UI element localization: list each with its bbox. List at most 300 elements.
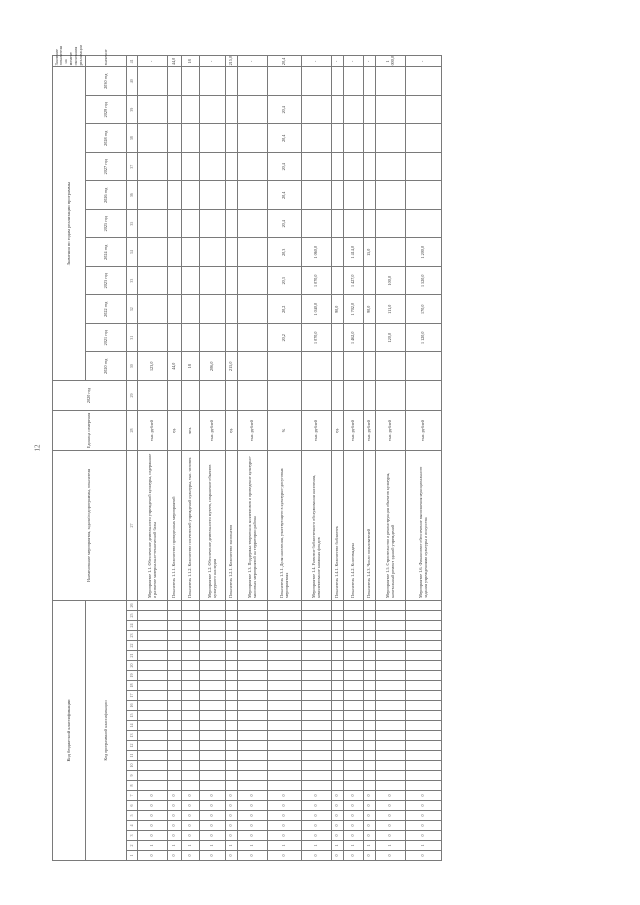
code-cell <box>182 771 200 781</box>
column-number: 13 <box>127 731 138 741</box>
column-number: 14 <box>127 721 138 731</box>
code-cell <box>268 781 302 791</box>
year-value-cell: 123,0 <box>138 352 168 381</box>
code-cell <box>200 671 226 681</box>
code-cell: 1 <box>302 841 332 851</box>
year-header: 2022 год <box>86 295 127 324</box>
code-cell: 0 <box>364 791 376 801</box>
indicator-name-cell: Показатель 1.1.2. Количество посетителей учреждений культуры, тыс. человек <box>182 451 200 601</box>
code-cell: 0 <box>344 791 364 801</box>
year-value-cell <box>168 124 182 153</box>
code-cell <box>268 761 302 771</box>
code-cell <box>268 731 302 741</box>
table-row <box>406 56 442 861</box>
code-cell <box>200 781 226 791</box>
year-value-cell <box>302 124 332 153</box>
code-cell: 0 <box>138 821 168 831</box>
table-row <box>238 56 268 861</box>
code-cell <box>344 701 364 711</box>
code-cell <box>344 671 364 681</box>
column-number: 33 <box>127 267 138 296</box>
year-value-cell <box>226 210 238 239</box>
year-value-cell <box>182 238 200 267</box>
code-cell <box>168 761 182 771</box>
code-cell <box>332 741 344 751</box>
code-cell <box>376 621 406 631</box>
indicator-name-cell: Мероприятие 1.2. Обеспечение деятельности музеев, сохранение объектов культурного наследия <box>200 451 226 601</box>
year-value-cell <box>200 181 226 210</box>
code-cell <box>138 781 168 791</box>
year-value-cell: 20,3 <box>268 267 302 296</box>
code-cell <box>364 621 376 631</box>
code-cell <box>344 651 364 661</box>
year-value-cell: 100,0 <box>376 267 406 296</box>
code-cell: 0 <box>406 811 442 821</box>
base-value-cell <box>302 381 332 411</box>
code-cell <box>376 641 406 651</box>
code-cell <box>302 771 332 781</box>
code-cell <box>168 741 182 751</box>
column-number: 40 <box>127 67 138 96</box>
code-cell <box>200 711 226 721</box>
code-cell <box>332 661 344 671</box>
year-value-cell <box>332 181 344 210</box>
code-cell <box>238 721 268 731</box>
year-value-cell <box>226 124 238 153</box>
code-cell <box>268 681 302 691</box>
code-cell <box>226 601 238 611</box>
year-value-cell <box>344 124 364 153</box>
code-cell: 0 <box>200 831 226 841</box>
unit-cell: тыс. рублей <box>200 411 226 451</box>
year-value-cell <box>182 153 200 182</box>
code-cell <box>302 611 332 621</box>
code-cell <box>226 681 238 691</box>
year-value-cell <box>200 210 226 239</box>
code-cell <box>376 631 406 641</box>
column-number: 28 <box>127 411 138 451</box>
table-row <box>268 56 302 861</box>
code-cell <box>200 661 226 671</box>
code-cell <box>376 751 406 761</box>
code-cell <box>238 621 268 631</box>
final-value-cell: - <box>332 56 344 67</box>
year-value-cell <box>268 352 302 381</box>
column-number: 18 <box>127 681 138 691</box>
code-cell <box>138 721 168 731</box>
code-cell <box>200 701 226 711</box>
base-value-cell <box>182 381 200 411</box>
code-cell <box>238 661 268 671</box>
year-value-cell <box>182 267 200 296</box>
code-cell <box>268 611 302 621</box>
code-cell <box>376 781 406 791</box>
code-cell: 0 <box>182 821 200 831</box>
code-cell <box>138 641 168 651</box>
year-value-cell <box>238 238 268 267</box>
code-cell: 0 <box>200 791 226 801</box>
final-value-cell: - <box>344 56 364 67</box>
table-row <box>302 56 332 861</box>
code-cell <box>182 611 200 621</box>
code-cell <box>332 751 344 761</box>
code-cell <box>168 621 182 631</box>
year-value-cell: 20,4 <box>268 153 302 182</box>
code-cell <box>168 711 182 721</box>
code-cell <box>168 731 182 741</box>
base-value-cell <box>268 381 302 411</box>
code-cell <box>364 661 376 671</box>
table-row <box>332 56 344 861</box>
code-cell: 0 <box>406 831 442 841</box>
year-value-cell <box>376 238 406 267</box>
code-cell <box>302 661 332 671</box>
code-cell <box>344 601 364 611</box>
code-cell <box>182 651 200 661</box>
code-cell <box>364 761 376 771</box>
year-value-cell: 20,3 <box>268 238 302 267</box>
code-cell <box>182 621 200 631</box>
column-number: 24 <box>127 621 138 631</box>
code-cell <box>226 761 238 771</box>
year-header: 2020 год <box>86 352 127 381</box>
code-cell <box>376 601 406 611</box>
code-cell <box>302 641 332 651</box>
year-value-cell <box>200 67 226 96</box>
code-cell <box>238 761 268 771</box>
final-value-header: значение <box>86 56 127 67</box>
code-cell <box>376 701 406 711</box>
column-number: 21 <box>127 651 138 661</box>
column-number: 36 <box>127 181 138 210</box>
code-cell: 0 <box>138 851 168 861</box>
code-cell <box>344 661 364 671</box>
code-cell <box>406 761 442 771</box>
year-value-cell <box>406 210 442 239</box>
year-value-cell <box>238 210 268 239</box>
year-value-cell: 20,4 <box>268 210 302 239</box>
code-cell <box>182 711 200 721</box>
code-cell <box>168 651 182 661</box>
code-cell <box>344 681 364 691</box>
code-cell <box>268 661 302 671</box>
code-cell <box>406 661 442 671</box>
year-value-cell <box>238 181 268 210</box>
year-value-cell <box>200 295 226 324</box>
column-number: 19 <box>127 671 138 681</box>
column-number: 5 <box>127 811 138 821</box>
code-cell <box>406 601 442 611</box>
code-cell: 0 <box>238 851 268 861</box>
code-cell <box>268 701 302 711</box>
code-cell <box>168 691 182 701</box>
code-cell <box>332 641 344 651</box>
code-cell <box>138 741 168 751</box>
code-cell: 0 <box>200 811 226 821</box>
year-value-cell <box>344 67 364 96</box>
code-cell <box>168 771 182 781</box>
code-cell <box>344 741 364 751</box>
code-cell <box>406 731 442 741</box>
code-cell <box>182 731 200 741</box>
code-cell <box>182 701 200 711</box>
code-cell <box>364 631 376 641</box>
code-cell <box>138 611 168 621</box>
code-cell: 0 <box>406 851 442 861</box>
unit-cell: тыс. рублей <box>238 411 268 451</box>
code-cell <box>268 631 302 641</box>
indicator-name-cell: Мероприятие 1.3. Поддержка творческих коллективов и проведение культурно-массовых мероприятий на территории района <box>238 451 268 601</box>
code-cell: 0 <box>332 801 344 811</box>
code-cell <box>238 751 268 761</box>
final-group-header: Значение показателя на момент окончания реализации <box>53 56 86 67</box>
year-value-cell <box>302 181 332 210</box>
table-row <box>168 56 182 861</box>
year-value-cell <box>238 96 268 125</box>
code-cell <box>182 741 200 751</box>
column-number: 29 <box>127 381 138 411</box>
code-cell <box>268 751 302 761</box>
code-cell <box>406 681 442 691</box>
code-cell <box>168 671 182 681</box>
code-cell <box>376 761 406 771</box>
code-cell <box>168 611 182 621</box>
code-cell: 0 <box>302 801 332 811</box>
code-cell <box>302 651 332 661</box>
code-cell: 0 <box>302 831 332 841</box>
year-value-cell: 1 060,0 <box>302 238 332 267</box>
code-cell <box>226 701 238 711</box>
code-cell <box>406 651 442 661</box>
year-value-cell: 1 200,0 <box>406 238 442 267</box>
code-cell <box>168 641 182 651</box>
code-cell <box>138 651 168 661</box>
code-cell <box>364 601 376 611</box>
code-cell <box>226 641 238 651</box>
code-cell <box>168 721 182 731</box>
code-cell: 0 <box>376 821 406 831</box>
code-cell <box>226 621 238 631</box>
code-cell <box>332 621 344 631</box>
code-cell: 1 <box>200 841 226 851</box>
code-cell: 0 <box>238 791 268 801</box>
column-number: 31 <box>127 324 138 353</box>
year-header: 2029 год <box>86 96 127 125</box>
year-value-cell <box>364 96 376 125</box>
code-cell <box>364 771 376 781</box>
final-value-cell: - <box>302 56 332 67</box>
unit-cell: тыс. рублей <box>406 411 442 451</box>
code-cell: 0 <box>226 821 238 831</box>
base-value-cell <box>406 381 442 411</box>
year-value-cell <box>238 324 268 353</box>
code-cell <box>182 671 200 681</box>
code-cell: 0 <box>138 791 168 801</box>
year-value-cell <box>344 210 364 239</box>
code-cell <box>376 691 406 701</box>
column-number: 37 <box>127 153 138 182</box>
unit-cell: ед. <box>168 411 182 451</box>
year-value-cell <box>226 267 238 296</box>
year-value-cell: 1 702,0 <box>344 295 364 324</box>
code-cell <box>344 631 364 641</box>
code-cell: 0 <box>406 801 442 811</box>
year-value-cell <box>182 210 200 239</box>
code-cell: 0 <box>200 851 226 861</box>
code-cell <box>226 731 238 741</box>
code-cell <box>332 651 344 661</box>
year-value-cell <box>376 96 406 125</box>
code-cell: 0 <box>268 811 302 821</box>
code-cell <box>364 701 376 711</box>
year-value-cell: 1 462,0 <box>344 324 364 353</box>
code-cell <box>182 781 200 791</box>
base-value-cell <box>332 381 344 411</box>
code-cell: 0 <box>168 851 182 861</box>
unit-cell: тыс. рублей <box>364 411 376 451</box>
code-cell <box>238 691 268 701</box>
code-cell: 0 <box>138 811 168 821</box>
code-cell <box>138 661 168 671</box>
code-cell <box>344 781 364 791</box>
code-cell <box>332 711 344 721</box>
final-value-cell: - <box>364 56 376 67</box>
code-cell: 0 <box>406 821 442 831</box>
code-cell <box>302 631 332 641</box>
year-value-cell <box>302 352 332 381</box>
year-value-cell <box>332 238 344 267</box>
year-value-cell <box>168 67 182 96</box>
column-number: 11 <box>127 751 138 761</box>
code-cell <box>302 681 332 691</box>
year-header: 2024 год <box>86 238 127 267</box>
code-cell <box>332 781 344 791</box>
code-cell: 0 <box>364 801 376 811</box>
year-value-cell <box>138 238 168 267</box>
final-value-cell: - <box>200 56 226 67</box>
code-cell: 1 <box>138 841 168 851</box>
year-value-cell <box>168 181 182 210</box>
code-cell: 1 <box>238 841 268 851</box>
code-cell: 0 <box>238 801 268 811</box>
year-value-cell <box>406 96 442 125</box>
column-number: 20 <box>127 661 138 671</box>
base-value-cell <box>138 381 168 411</box>
indicator-name-cell: Мероприятие 1.4. Развитие библиотечного обслуживания населения, комплектование книжных фондов <box>302 451 332 601</box>
code-cell: 0 <box>302 851 332 861</box>
table-row <box>376 56 406 861</box>
code-cell <box>268 741 302 751</box>
code-cell <box>200 641 226 651</box>
code-cell <box>302 751 332 761</box>
year-value-cell <box>364 210 376 239</box>
year-value-cell <box>226 96 238 125</box>
year-value-cell <box>226 295 238 324</box>
code-cell <box>302 601 332 611</box>
code-cell <box>376 671 406 681</box>
code-cell <box>200 761 226 771</box>
code-cell <box>364 751 376 761</box>
code-cell: 0 <box>344 831 364 841</box>
code-cell <box>376 741 406 751</box>
code-cell <box>238 711 268 721</box>
code-cell <box>344 761 364 771</box>
column-number: 6 <box>127 801 138 811</box>
year-value-cell <box>364 67 376 96</box>
year-value-cell <box>168 96 182 125</box>
year-value-cell <box>268 67 302 96</box>
code-cell <box>200 681 226 691</box>
code-cell <box>406 671 442 681</box>
code-cell <box>182 661 200 671</box>
year-value-cell: 20,2 <box>268 324 302 353</box>
table-sheet <box>52 44 592 861</box>
code-cell <box>226 651 238 661</box>
column-number: 4 <box>127 821 138 831</box>
classification-group-header: Код бюджетной классификации <box>53 601 86 861</box>
code-cell <box>226 691 238 701</box>
code-cell: 1 <box>168 841 182 851</box>
year-value-cell <box>376 153 406 182</box>
code-cell <box>332 731 344 741</box>
code-cell <box>364 681 376 691</box>
year-value-cell <box>302 67 332 96</box>
unit-cell: тыс. рублей <box>376 411 406 451</box>
code-cell: 0 <box>168 831 182 841</box>
table-row <box>200 56 226 861</box>
year-value-cell <box>226 181 238 210</box>
year-value-cell <box>238 153 268 182</box>
final-value-cell: - <box>138 56 168 67</box>
code-cell <box>238 671 268 681</box>
code-cell <box>168 631 182 641</box>
code-cell <box>200 751 226 761</box>
final-value-cell: 44,0 <box>168 56 182 67</box>
years-group-header: Значения по годам реализации программы <box>53 67 86 381</box>
indicator-name-header: Наименование мероприятия, задачи/подпрограммы, показателя <box>53 451 127 601</box>
code-cell: 0 <box>182 791 200 801</box>
year-value-cell <box>376 67 406 96</box>
year-value-cell <box>364 181 376 210</box>
column-number: 16 <box>127 701 138 711</box>
year-value-cell: 1 070,0 <box>302 267 332 296</box>
code-cell <box>138 711 168 721</box>
table-body <box>138 56 442 861</box>
code-cell: 0 <box>332 791 344 801</box>
code-cell <box>332 691 344 701</box>
code-cell: 0 <box>238 821 268 831</box>
code-cell <box>200 721 226 731</box>
year-value-cell: 18 <box>182 352 200 381</box>
code-cell <box>182 681 200 691</box>
column-number: 3 <box>127 831 138 841</box>
year-value-cell <box>168 267 182 296</box>
column-number: 12 <box>127 741 138 751</box>
year-value-cell: 1 520,0 <box>406 267 442 296</box>
code-cell: 0 <box>376 831 406 841</box>
code-cell <box>168 701 182 711</box>
year-value-cell <box>138 324 168 353</box>
year-value-cell <box>138 96 168 125</box>
code-cell <box>376 721 406 731</box>
code-cell <box>406 741 442 751</box>
code-cell <box>226 751 238 761</box>
column-number: 2 <box>127 841 138 851</box>
unit-cell: ед. <box>332 411 344 451</box>
year-value-cell <box>406 181 442 210</box>
indicator-name-cell: Мероприятие 1.6. Финансовое обеспечение выполнения муниципального задания учреждениями культуры и искусства <box>406 451 442 601</box>
year-value-cell <box>302 210 332 239</box>
